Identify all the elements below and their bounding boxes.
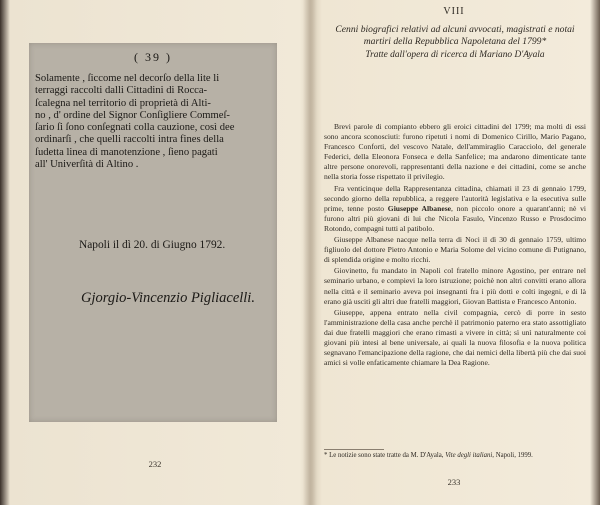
- right-page-folio: 233: [447, 477, 461, 487]
- facsimile-line: no , d' ordine del Signor Conſigliere Commeſ-: [35, 109, 230, 121]
- facsimile-signature: Gjorgio-Vincenzio Pigliacelli.: [81, 290, 255, 306]
- left-page-folio: 232: [148, 459, 162, 469]
- body-text: Fra venticinque della Rappresentanza cittadina, chiamati il 23 di gennaio 1799, secondo giorno della repubblica, a reggere l'autorità legislativa e la esecutiva sulle prime, tenne posto: [324, 183, 586, 213]
- body-paragraph: Giuseppe Albanese nacque nella terra di Noci il dì 30 di gennaio 1759, ultimo figliuolo del dottore Pietro Antonio e Maria Solome del vicino comune di Putignano, di splendida origine e molto ricchi.: [324, 235, 586, 265]
- footnote: [324, 452, 586, 461]
- footnote-work-title: Vite degli italiani: [445, 452, 493, 459]
- body-paragraph: Fra venticinque della Rappresentanza cittadina, chiamati il 23 di gennaio 1799, secondo giorno della repubblica, a reggere l'autorità legislativa e la esecutiva sulle prime, tenne posto Giuseppe Albanese, non piccolo onore a quarant'anni; nè vi furono altri più giovani di lui che Nicola Fasulo, Vincenzo Russo e Prosdocimo Rotondo, compagni tutti al patibolo.: [324, 183, 586, 233]
- body-paragraph: Brevi parole di compianto ebbero gli eroici cittadini del 1799; ma molti di essi sono ancora sconosciuti: furono ripetuti i nomi di Domenico Cirillo, Mario Pagano, Francesco Conforti, del vescovo Natale, dell'ammiraglio Caracciolo, del generale Federici, della Eleonora Fonseca e della Sanfelice; ma andarono dimenticate tante altre persone onorevoli, rappresentanti della nazione e dei cittadini, come se anche nella storia fosse rispettato il privilegio.: [324, 122, 586, 182]
- chapter-number: VIII: [443, 6, 465, 17]
- highlighted-name: Giuseppe Albanese: [387, 203, 452, 213]
- facsimile-panel: [29, 43, 277, 422]
- facsimile-line: Solamente , ſiccome nel decorſo della lite li: [35, 73, 220, 84]
- facsimile-line: terraggi raccolti dalli Cittadini di Rocca-: [35, 85, 208, 97]
- footnote-text-end: , Napoli, 1999.: [492, 452, 533, 459]
- footnote-rule: [324, 449, 384, 450]
- essay-title: Cenni biografici relativi ad alcuni avvocati, magistrati e notai martiri della Repubblica Napoletana del 1799*: [335, 24, 575, 47]
- essay-body: [324, 122, 586, 369]
- essay-subtitle: Tratte dall'opera di ricerca di Mariano D'Ayala: [365, 50, 545, 60]
- book-spine: [303, 0, 317, 505]
- facsimile-line: ſudetta linea di manotenzione , ſieno pagati: [35, 146, 218, 158]
- body-text: non piccolo onore a quarant'anni; nè vi furono altri più giovani di lui che Nicola Fasulo, Vincenzo Russo e Prosdocimo Rotondo, compagni tutti al patibolo.: [324, 203, 586, 233]
- body-paragraph: Giuseppe, appena entrato nella civil compagnia, cercò di porre in sesto l'amministrazione della casa anche perchè il patrimonio paterno era stato assottigliato dai due fratelli maggiori che erano rimasti a vivere in città; sì unì naturalmente coi giovani più intesi al bene universale, ai quali la nuova filosofia e la nuova politica segnavano l'emancipazione della ragione, che dai nemici della libertà più che dai suoi amici si volle enfaticamente chiamare la Dea Ragione.: [324, 307, 586, 368]
- facsimile-page-number: ( 39 ): [134, 50, 172, 64]
- footnote-text: * Le notizie sono state tratte da M. D'Ayala,: [324, 452, 444, 459]
- facsimile-line: ſcalegna nel territorio di proprietà di Alti-: [35, 97, 211, 109]
- facsimile-line: ſario ſi ſono conſegnati colla cauzione, così dee: [35, 122, 235, 134]
- right-page: [318, 0, 590, 505]
- body-paragraph: Giovinetto, fu mandato in Napoli col fratello minore Agostino, per entrare nel seminario urbano, e compievi la loro istruzione; poichè non altri convitti erano allora nella città e il seminario aveva poi insegnanti fra i più dotti e colti ingegni, e di là erano già usciti gli altri due fratelli maggiori, Giovan Battista e Francesco Antonio.: [324, 266, 586, 306]
- facsimile-text: [35, 73, 271, 171]
- facsimile-line: all' Univerſità di Altino .: [35, 159, 139, 171]
- facsimile-line: ordinarſi , che quelli raccolti intra fines della: [35, 134, 224, 146]
- facsimile-date-line: Napoli il dì 20. di Giugno 1792.: [79, 239, 226, 251]
